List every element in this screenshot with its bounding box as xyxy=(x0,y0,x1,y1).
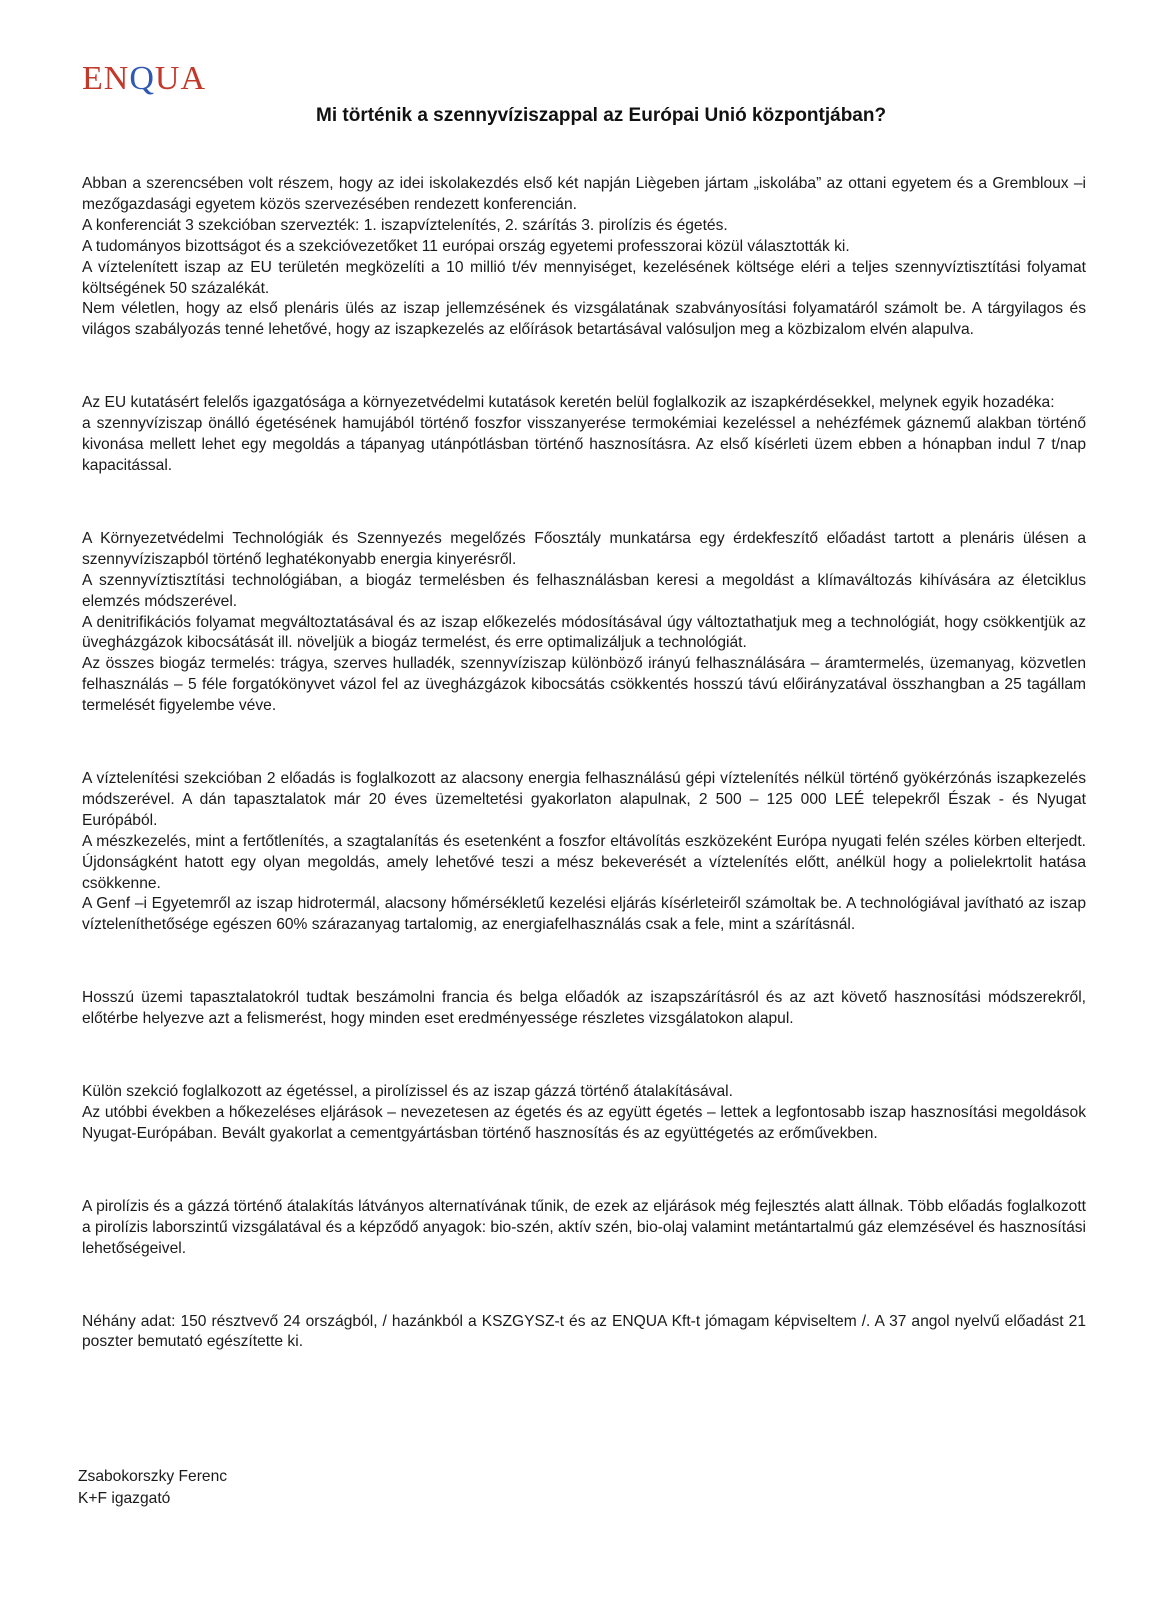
section-eu-research xyxy=(82,393,1086,477)
paragraph: A konferenciát 3 szekcióban szervezték: 1. iszapvíztelenítés, 2. szárítás 3. pirolízis és égetés. xyxy=(82,216,728,234)
paragraph: A víztelenített iszap az EU területén megközelíti a 10 millió t/év mennyiséget, kezelésének költsége eléri a teljes szennyvíztisztítási folyamat költségének 50 százalékát. xyxy=(82,258,1086,297)
paragraph: Az utóbbi években a hőkezeléses eljárások – nevezetesen az égetés és az együtt égetés – lettek a legfontosabb iszap hasznosítási megoldások Nyugat-Európában. Bevált gyakorlat a cementgyártásban történő hasznosítás és az együttégetés az erőművekben. xyxy=(82,1104,1086,1142)
paragraph: Nem véletlen, hogy az első plenáris ülés az iszap jellemzésének és vizsgálatának szabványosítási folyamatáról számolt be. A tárgyilagos és világos szabályozás tenné lehetővé, hogy az iszapkezelés az előírások betartásával valósuljon meg a közbizalom elvén alapulva. xyxy=(82,300,1086,339)
paragraph: Az EU kutatásért felelős igazgatósága a környezetvédelmi kutatások keretén belül foglalkozik az iszapkérdésekkel, melynek egyik hozadéka: xyxy=(82,394,1055,412)
paragraph: A denitrifikációs folyamat megváltoztatásával és az iszap előkezelés módosításával úgy változtathatjuk meg a technológiát, hogy csökkentjük az üvegházgázok kibocsátását ill. növeljük a biogáz termelést, és erre optimalizáljuk a technológiát. xyxy=(82,613,1086,652)
section-facts xyxy=(82,1312,1086,1354)
section-incineration xyxy=(82,1082,1086,1145)
section-energy-recovery xyxy=(82,529,1086,717)
paragraph: Abban a szerencsében volt részem, hogy az idei iskolakezdés első két napján Liègeben jártam „iskolába” az ottani egyetem és a Grembloux –i mezőgazdasági egyetem közös szervezésében rendezett konferencián. xyxy=(82,175,1086,213)
logo-text-right: UA xyxy=(154,60,206,97)
signature-block xyxy=(78,1466,227,1510)
signature-name: Zsabokorszky Ferenc xyxy=(78,1468,228,1485)
page-title: Mi történik a szennyvíziszappal az Európai Unió központjában? xyxy=(316,105,887,126)
paragraph: a szennyvíziszap önálló égetésének hamujából történő foszfor visszanyerése termokémiai kezeléssel a nehézfémek gáznemű alakban történő kivonása mellett lehet egy megoldás a tápanyag utánpótlásban történő hasznosításra. Az első kísérleti üzem ebben a hónapban indul 7 t/nap kapacitással. xyxy=(82,415,1086,474)
paragraph: Hosszú üzemi tapasztalatokról tudtak beszámolni francia és belga előadók az iszapszárításról és az azt követő hasznosítási módszerekről, előtérbe helyezve azt a felismerést, hogy minden eset eredményessége részletes vizsgálatokon alapul. xyxy=(82,989,1086,1028)
paragraph: A szennyvíztisztítási technológiában, a biogáz termelésben és felhasználásban keresi a megoldást a klímaváltozás kihívására az életciklus elemzés módszerével. xyxy=(82,571,1086,610)
paragraph: Külön szekció foglalkozott az égetéssel, a pirolízissel és az iszap gázzá történő átalakításával. xyxy=(82,1083,733,1101)
paragraph: Az összes biogáz termelés: trágya, szerves hulladék, szennyvíziszap különböző irányú felhasználására – áramtermelés, üzemanyag, közvetlen felhasználás – 5 féle forgatókönyvet vázol fel az üvegházgázok kibocsátás csökkentés hosszú távú előirányzatával összhangban a 25 tagállam termelését figyelembe véve. xyxy=(82,655,1086,715)
signature-role: K+F igazgató xyxy=(78,1490,171,1507)
paragraph: A Környezetvédelmi Technológiák és Szennyezés megelőzés Főosztály munkatársa egy érdekfeszítő előadást tartott a plenáris ülésen a szennyvíziszapból történő leghatékonyabb energia kinyerésről. xyxy=(82,529,1086,568)
section-conference-intro xyxy=(82,174,1086,341)
enqua-logo xyxy=(82,62,206,96)
logo-text-left: EN xyxy=(82,60,130,97)
paragraph: A víztelenítési szekcióban 2 előadás is foglalkozott az alacsony energia felhasználású gépi víztelenítés nélkül történő gyökérzónás iszapkezelés módszerével. A dán tapasztalatok már 20 éves üzemeltetési gyakorlaton alapulnak, 2 500 – 125 000 LEÉ telepekről Észak - és Nyugat Európából. xyxy=(82,770,1086,829)
paragraph: A pirolízis és a gázzá történő átalakítás látványos alternatívának tűnik, de ezek az eljárások még fejlesztés alatt állnak. Több előadás foglalkozott a pirolízis laborszintű vizsgálatával és a képződő anyagok: bio-szén, aktív szén, bio-olaj valamint metántartalmú gáz elemzésével és hasznosítási lehetőségeivel. xyxy=(82,1197,1086,1257)
paragraph: Néhány adat: 150 résztvevő 24 országból, / hazánkból a KSZGYSZ-t és az ENQUA Kft-t jómagam képviseltem /. A 37 angol nyelvű előadást 21 poszter bemutató egészítette ki. xyxy=(82,1312,1086,1351)
article-body xyxy=(82,174,1086,1353)
section-drying xyxy=(82,988,1086,1030)
paragraph: A Genf –i Egyetemről az iszap hidrotermál, alacsony hőmérsékletű kezelési eljárás kísérleteiről számoltak be. A technológiával javítható az iszap vízteleníthetősége egészen 60% szárazanyag tartalomig, az energiafelhasználás csak a fele, mint a szárításnál. xyxy=(82,895,1086,934)
section-pyrolysis xyxy=(82,1197,1086,1260)
paragraph: A tudományos bizottságot és a szekcióvezetőket 11 európai ország egyetemi professzorai közül választották ki. xyxy=(82,237,850,255)
section-dewatering xyxy=(82,769,1086,936)
paragraph: A mészkezelés, mint a fertőtlenítés, a szagtalanítás és esetenként a foszfor eltávolítás eszközeként Európa nyugati felén széles körben elterjedt. Újdonságként hatott egy olyan megoldás, amely lehetővé teszi a mész bekeverését a víztelenítés előtt, anélkül hogy a polielekrtolit hatása csökkenne. xyxy=(82,832,1086,892)
logo-text-q: Q xyxy=(129,60,155,97)
